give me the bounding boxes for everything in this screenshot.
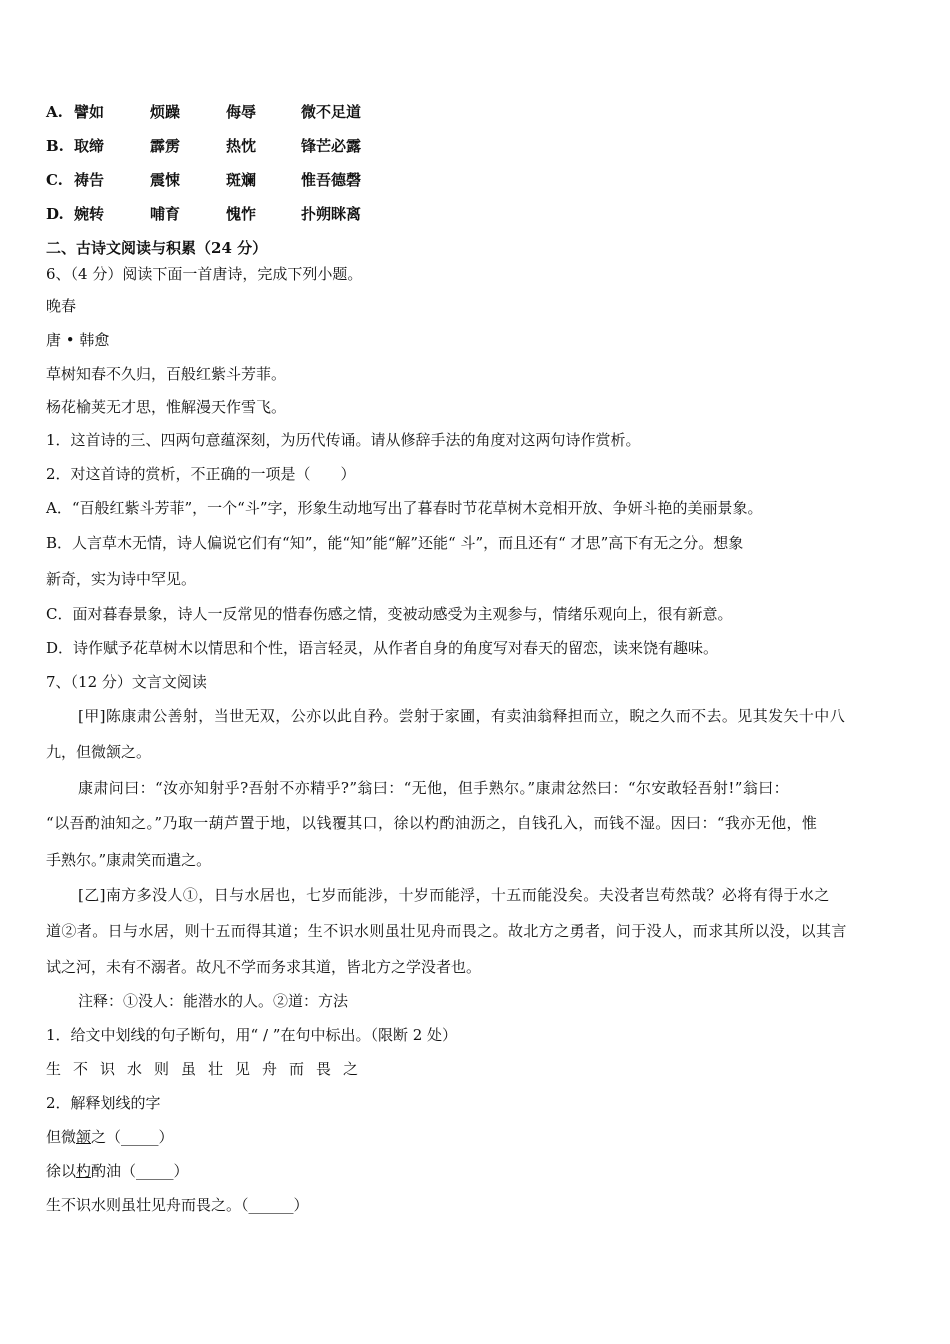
answer-blank[interactable]: 酌油（_____） bbox=[91, 1162, 189, 1180]
explain-item-2 bbox=[46, 1161, 906, 1181]
choice-c: C．面对暮春景象，诗人一反常见的惜春伤感之情，变被动感受为主观参与，情绪乐观向上，很有新意。 bbox=[46, 605, 733, 623]
explain-text: 徐以 bbox=[46, 1162, 77, 1180]
passage-jia-cont: 九，但微颔之。 bbox=[46, 743, 152, 761]
passage-jia: 康肃问曰：“汝亦知射乎?吾射不亦精乎?”翁曰：“无他，但手熟尔。”康肃忿然曰：“尔安敢轻吾射!”翁曰： bbox=[78, 779, 790, 797]
sub-question: 1．这首诗的三、四两句意蕴深刻，为历代传诵。请从修辞手法的角度对这两句诗作赏析。 bbox=[46, 431, 641, 449]
passage-jia-cont: “以吾酌油知之。”乃取一葫芦置于地，以钱覆其口，徐以杓酌油沥之，自钱孔入，而钱不湿。因曰：“我亦无他，惟 bbox=[46, 814, 818, 832]
option-word: 微不足道 bbox=[301, 103, 362, 121]
poem-line: 草树知春不久归，百般红紫斗芳菲。 bbox=[46, 365, 287, 383]
underlined-char: 杓 bbox=[76, 1162, 92, 1180]
explain-item-3[interactable]: 生不识水则虽壮见舟而畏之。（______） bbox=[46, 1196, 309, 1214]
explain-text: 但微 bbox=[46, 1128, 77, 1146]
section-heading: 二、古诗文阅读与积累（24 分） bbox=[46, 239, 268, 257]
option-word: 锋芒必露 bbox=[301, 137, 362, 155]
option-word: 取缔 bbox=[74, 137, 105, 155]
option-word: 愧怍 bbox=[226, 205, 257, 223]
sub-question: 2．对这首诗的赏析，不正确的一项是（ ） bbox=[46, 465, 356, 483]
option-word: 惟吾德磬 bbox=[301, 171, 362, 189]
choice-d: D．诗作赋予花草树木以情思和个性，语言轻灵，从作者自身的角度写对春天的留恋，读来饶有趣味。 bbox=[46, 639, 719, 657]
option-label: A. bbox=[46, 103, 63, 121]
poem-title: 晚春 bbox=[46, 297, 77, 315]
poem-line: 杨花榆荚无才思，惟解漫天作雪飞。 bbox=[46, 398, 287, 416]
passage-yi-cont: 试之河，未有不溺者。故凡不学而务求其道，皆北方之学没者也。 bbox=[46, 958, 482, 976]
option-word: 哺育 bbox=[150, 205, 181, 223]
question-6-stem: 6、（4 分）阅读下面一首唐诗，完成下列小题。 bbox=[46, 265, 363, 283]
choice-b-cont: 新奇，实为诗中罕见。 bbox=[46, 570, 197, 588]
option-label: B. bbox=[46, 137, 64, 155]
choice-b: B．人言草木无情，诗人偏说它们有“知”，能“知”能“解”还能“ 斗”，而且还有“ 才思”高下有无之分。想象 bbox=[46, 534, 744, 552]
option-word: 震悚 bbox=[150, 171, 181, 189]
passage-jia: [甲]陈康肃公善射，当世无双，公亦以此自矜。尝射于家圃，有卖油翁释担而立，睨之久而不去。见其发矢十中八 bbox=[78, 707, 846, 725]
option-word: 婉转 bbox=[74, 205, 105, 223]
sub-question: 2．解释划线的字 bbox=[46, 1094, 161, 1112]
poem-author: 唐 • 韩愈 bbox=[46, 331, 110, 349]
answer-blank[interactable]: 之（_____） bbox=[91, 1128, 174, 1146]
option-word: 祷告 bbox=[74, 171, 105, 189]
annotation-note: 注释：①没人：能潜水的人。②道：方法 bbox=[78, 992, 349, 1010]
explain-item-1 bbox=[46, 1127, 906, 1147]
option-word: 侮辱 bbox=[226, 103, 257, 121]
option-word: 霹雳 bbox=[150, 137, 181, 155]
option-word: 譬如 bbox=[74, 103, 105, 121]
sentence-to-punctuate: 生不识水则虽壮见舟而畏之 bbox=[46, 1060, 371, 1078]
sub-question: 1．给文中划线的句子断句，用“ / ”在句中标出。（限断 2 处） bbox=[46, 1026, 458, 1044]
option-word: 扑朔眯离 bbox=[301, 205, 362, 223]
option-label: C. bbox=[46, 171, 63, 189]
passage-yi: [乙]南方多没人①，日与水居也，七岁而能涉，十岁而能浮，十五而能没矣。夫没者岂苟然哉？必将有得于水之 bbox=[78, 886, 830, 904]
question-7-stem: 7、（12 分）文言文阅读 bbox=[46, 673, 207, 691]
option-word: 热忱 bbox=[226, 137, 257, 155]
passage-yi-cont: 道②者。日与水居，则十五而得其道；生不识水则虽壮见舟而畏之。故北方之勇者，问于没人，而求其所以没，以其言 bbox=[46, 922, 847, 940]
underlined-char: 颔 bbox=[76, 1128, 92, 1146]
choice-a: A．“百般红紫斗芳菲”，一个“斗”字，形象生动地写出了暮春时节花草树木竞相开放、争妍斗艳的美丽景象。 bbox=[46, 499, 763, 517]
option-word: 斑斓 bbox=[226, 171, 257, 189]
option-label: D. bbox=[46, 205, 64, 223]
passage-jia-cont: 手熟尔。”康肃笑而遣之。 bbox=[46, 851, 212, 869]
option-word: 烦躁 bbox=[150, 103, 181, 121]
